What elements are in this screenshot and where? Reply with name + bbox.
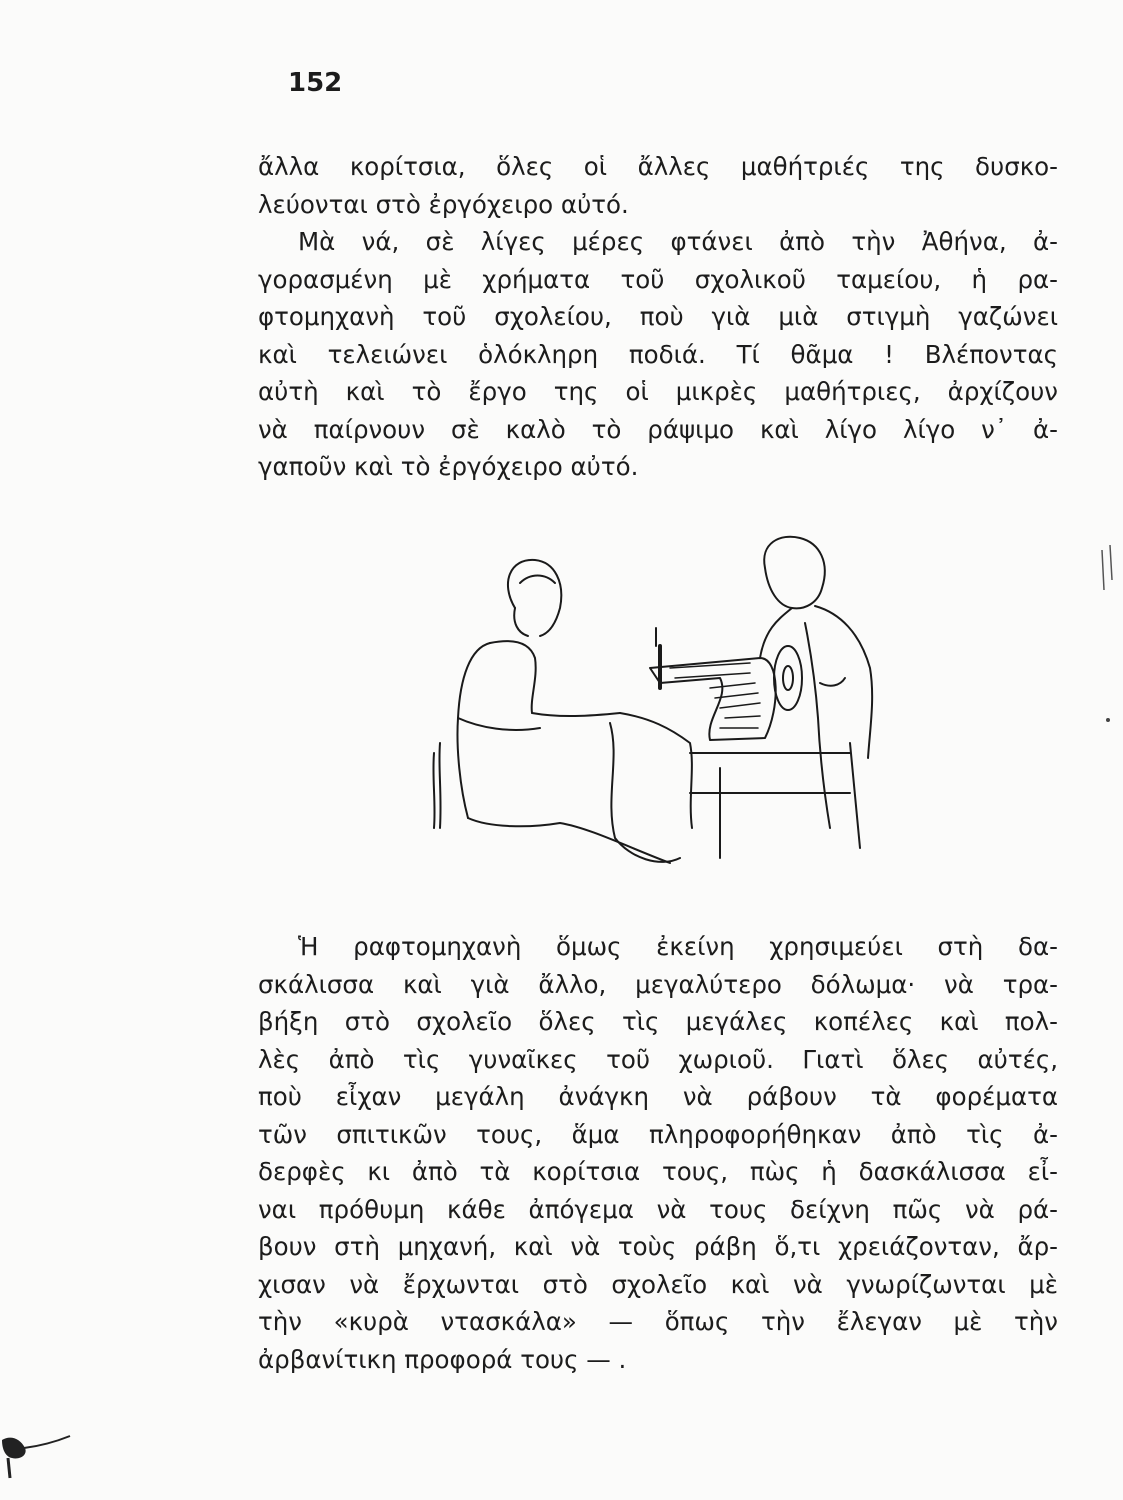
text-line: Ἡ ραφτομηχανὴ ὅμως ἐκείνη χρησιμεύει στὴ δα- — [298, 932, 1058, 961]
sewing-machine-illustration — [420, 528, 900, 898]
text-line: ποὺ εἶχαν μεγάλη ἀνάγκη νὰ ράβουν τὰ φορέματα — [258, 1082, 1058, 1111]
text-line: λὲς ἀπὸ τὶς γυναῖκες τοῦ χωριοῦ. Γιατὶ ὅλες αὐτές, — [258, 1044, 1058, 1074]
paragraph-block-bottom — [258, 928, 1058, 1378]
text-line: δερφὲς κι ἀπὸ τὰ κορίτσια τους, πὼς ἡ δασκάλισσα εἶ- — [258, 1157, 1058, 1186]
text-line: τὴν «κυρὰ ντασκάλα» — ὅπως τὴν ἔλεγαν μὲ τὴν — [258, 1307, 1058, 1336]
text-line: γαποῦν καὶ τὸ ἐργόχειρο αὐτό. — [258, 452, 639, 481]
page-number: 152 — [288, 68, 343, 98]
text-line: αὐτὴ καὶ τὸ ἔργο της οἱ μικρὲς μαθήτριες, ἀρχίζουν — [258, 377, 1058, 406]
right-margin-marks — [1090, 540, 1123, 800]
text-line: ναι πρόθυμη κάθε ἀπόγεμα νὰ τους δείχνη πῶς νὰ ρά- — [258, 1194, 1058, 1224]
text-line: καὶ τελειώνει ὁλόκληρη ποδιά. Τί θᾶμα ! Βλέποντας — [258, 339, 1058, 369]
text-line: Μὰ νά, σὲ λίγες μέρες φτάνει ἀπὸ τὴν Ἀθήνα, ἀ- — [298, 227, 1058, 256]
text-line: λεύονται στὸ ἐργόχειρο αὐτό. — [258, 189, 629, 219]
text-line: σκάλισσα καὶ γιὰ ἄλλο, μεγαλύτερο δόλωμα· νὰ τρα- — [258, 969, 1058, 999]
text-line: τῶν σπιτικῶν τους, ἅμα πληροφορήθηκαν ἀπὸ τὶς ἀ- — [258, 1119, 1058, 1149]
text-line: βήξη στὸ σχολεῖο ὅλες τὶς μεγάλες κοπέλες καὶ πολ- — [258, 1007, 1058, 1036]
text-line: ἀρβανίτικη προφορά τους — . — [258, 1344, 627, 1374]
text-line: φτομηχανὴ τοῦ σχολείου, ποὺ γιὰ μιὰ στιγμὴ γαζώνει — [258, 302, 1058, 331]
text-line: βουν στὴ μηχανή, καὶ νὰ τοὺς ράβη ὅ,τι χρειάζονταν, ἄρ- — [258, 1232, 1058, 1261]
text-line: νὰ παίρνουν σὲ καλὸ τὸ ράψιμο καὶ λίγο λίγο ν᾿ ἀ- — [258, 414, 1058, 444]
paragraph-block-top — [258, 148, 1058, 486]
text-line: χισαν νὰ ἔρχωνται στὸ σχολεῖο καὶ νὰ γνωρίζωνται μὲ — [258, 1269, 1058, 1299]
text-line: ἄλλα κορίτσια, ὅλες οἱ ἄλλες μαθήτριές της δυσκο- — [258, 152, 1058, 181]
text-line: γορασμένη μὲ χρήματα τοῦ σχολικοῦ ταμείου, ἡ ρα- — [258, 264, 1058, 294]
scan-smudge-mark — [0, 1420, 80, 1480]
